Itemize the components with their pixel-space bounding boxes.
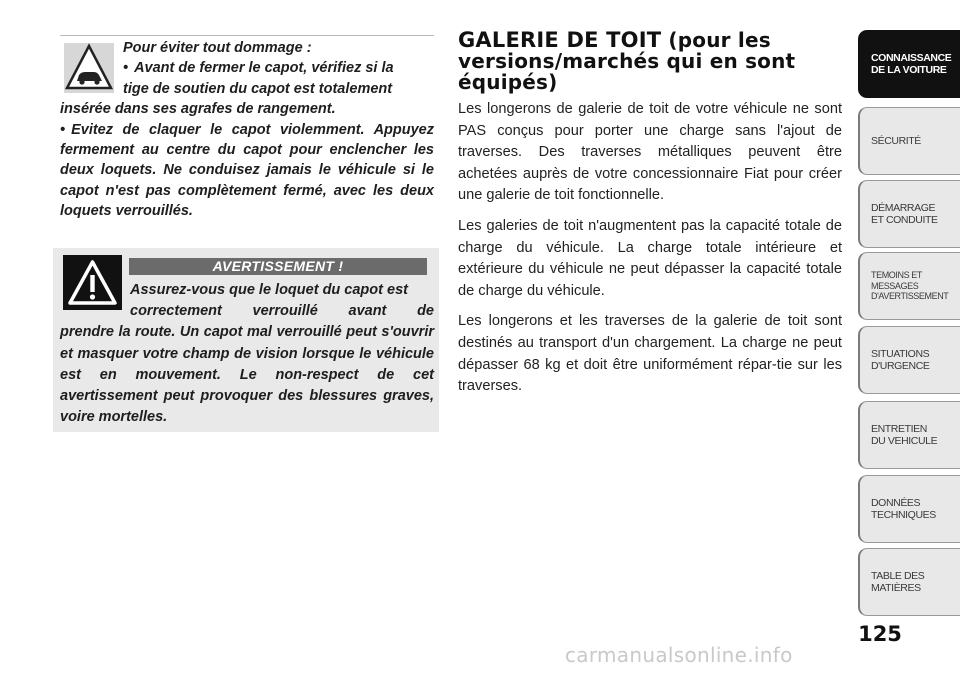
tab-entretien[interactable]: ENTRETIEN DU VEHICULE bbox=[858, 401, 960, 469]
paragraph: Les longerons de galerie de toit de votre véhicule ne sont PAS conçus pour porter une charge sans l'ajout de traverses. Des traverses métalliques peuvent être achetées auprès de votre concessionnaire Fiat pour créer une galerie de toit fonctionnelle. bbox=[458, 101, 842, 204]
section-title: GALERIE DE TOIT (pour les versions/marchés qui en sont équipés) bbox=[458, 28, 796, 94]
caution-bullet-1-line3: insérée dans ses agrafes de rangement. bbox=[60, 101, 336, 118]
warning-line-1: Assurez-vous que le loquet du capot est bbox=[130, 282, 408, 298]
tab-table[interactable]: TABLE DES MATIÈRES bbox=[858, 548, 960, 616]
paragraph: Les galeries de toit n'augmentent pas la capacité totale de charge du véhicule. La charge totale intérieure et extérieure du véhicule ne peut dépasser la capacité totale de charge du véhicule. bbox=[458, 217, 842, 299]
caution-top-rule bbox=[60, 35, 434, 36]
warning-text bbox=[60, 280, 434, 428]
tab-donnees[interactable]: DONNÉES TECHNIQUES bbox=[858, 475, 960, 543]
warning-header: AVERTISSEMENT ! bbox=[129, 258, 427, 275]
watermark: carmanualsonline.info bbox=[565, 643, 793, 667]
tab-securite[interactable]: SÉCURITÉ bbox=[858, 107, 960, 175]
page-number: 125 bbox=[858, 622, 902, 646]
paragraph: Les longerons et les traverses de la galerie de toit sont destinés au transport d'un chargement. La charge ne peut dépasser 68 kg et doit être uniformément répar-tie sur les traverses. bbox=[458, 313, 842, 395]
caution-bullet-1: • Avant de fermer le capot, vérifiez si la bbox=[123, 60, 394, 77]
caution-bullet-1-line2: tige de soutien du capot est totalement bbox=[123, 80, 393, 97]
section-body bbox=[458, 99, 842, 407]
caution-bullet-2: • Evitez de claquer le capot violemment. Appuyez fermement au centre du capot pour enclencher les deux loquets. Ne conduisez jamais le véhicule si le capot n'est pas complètement fermé, avec les deux loquets verrouillés. bbox=[60, 121, 434, 220]
warning-rest: prendre la route. Un capot mal verrouillé peut s'ouvrir et masquer votre champ de vision lorsque le véhicule est en mouvement. Le non-respect de cet avertissement peut provoquer des blessures graves, voire mortelles. bbox=[60, 324, 434, 426]
warning-line-2: correctement verrouillé avant de bbox=[130, 303, 434, 320]
tab-connaissance[interactable]: CONNAISSANCE DE LA VOITURE bbox=[858, 30, 960, 98]
tab-situations[interactable]: SITUATIONS D'URGENCE bbox=[858, 326, 960, 394]
tab-temoins[interactable]: TEMOINS ET MESSAGES D'AVERTISSEMENT bbox=[858, 252, 960, 320]
caution-intro: Pour éviter tout dommage : bbox=[123, 40, 312, 56]
caution-note bbox=[60, 38, 434, 222]
tab-demarrage[interactable]: DÉMARRAGE ET CONDUITE bbox=[858, 180, 960, 248]
